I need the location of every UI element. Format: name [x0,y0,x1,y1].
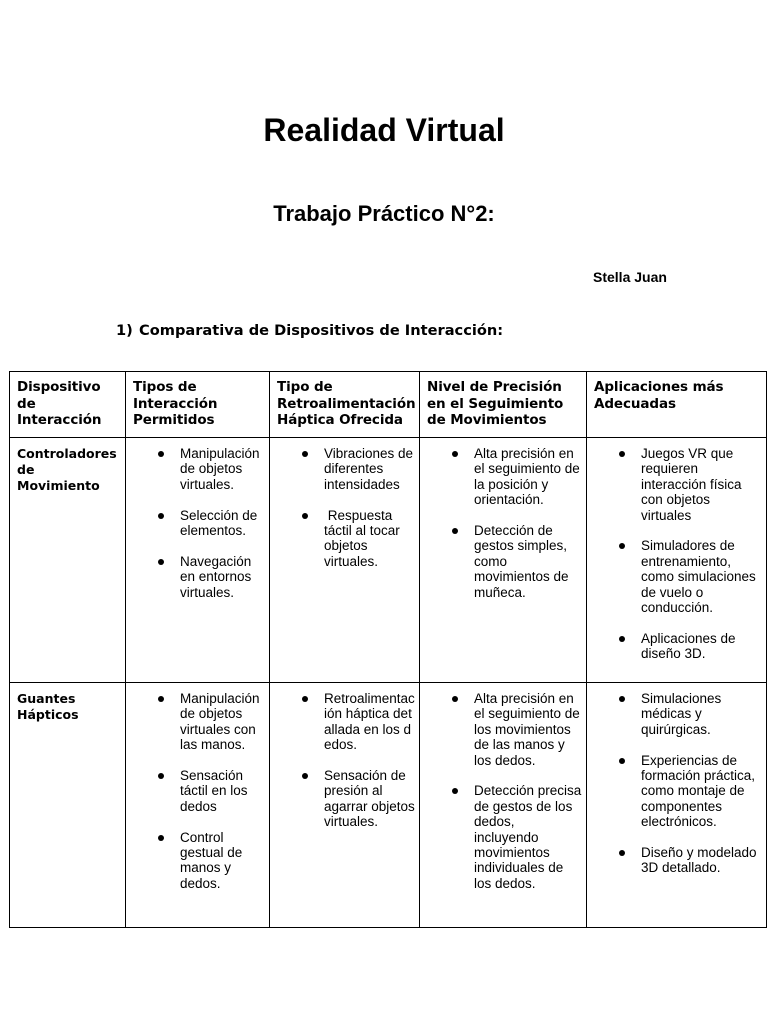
bullet-icon [302,773,308,779]
list-item-text: Manipulación de objetos virtuales con las manos. [180,691,260,753]
bullet-icon [452,528,458,534]
list-item [594,753,762,830]
list-item [594,691,762,737]
list-item-text: Respuesta táctil al tocar objetos virtuales. [324,507,404,569]
bullet-list [427,691,582,891]
haptic-cell [270,438,420,683]
list-item-text: Manipulación de objetos virtuales. [180,446,260,492]
list-item [133,508,265,539]
applications-cell [587,683,767,928]
bullet-list [277,691,415,830]
list-item [133,830,265,892]
interaction-cell [126,438,270,683]
list-item [427,446,582,508]
bullet-list [133,446,265,600]
bullet-list [277,446,415,569]
list-item-text: Navegación en entornos virtuales. [180,553,252,600]
list-item-text: Simulaciones médicas y quirúrgicas. [641,691,722,737]
bullet-list [594,691,762,876]
header-interaction-types: Tipos de Interacción Permitidos [126,372,270,438]
section-number: 1) [116,322,133,339]
bullet-icon [158,835,164,841]
bullet-icon [158,559,164,565]
list-item [427,523,582,600]
table-row [10,683,767,928]
list-item [427,783,582,891]
list-item-text: Detección de gestos simples, como movimientos de muñeca. [474,523,569,600]
document-title: Realidad Virtual [263,112,505,148]
table-row [10,438,767,683]
precision-cell [420,683,587,928]
list-item [594,446,762,523]
list-item-text: Experiencias de formación práctica, como montaje de componentes electrónicos. [641,752,756,830]
list-item-text: Simuladores de entrenamiento, como simulaciones de vuelo o conducción. [641,538,756,616]
list-item-text: Selección de elementos. [180,507,258,539]
section-heading-text: Comparativa de Dispositivos de Interacción: [139,322,504,339]
list-item [133,446,265,492]
list-item-text: Diseño y modelado 3D detallado. [641,845,757,876]
bullet-icon [619,636,625,642]
list-item-text: Juegos VR que requieren interacción física con objetos virtuales [641,446,742,523]
bullet-icon [452,788,458,794]
list-item [594,631,762,662]
list-item [427,691,582,768]
list-item [277,768,415,830]
header-tracking-precision: Nivel de Precisión en el Seguimiento de Movimientos [420,372,587,438]
list-item-text: Aplicaciones de diseño 3D. [641,630,736,662]
list-item-text: Vibraciones de diferentes intensidades [324,446,414,492]
interaction-cell [126,683,270,928]
list-item [277,508,415,570]
bullet-icon [302,451,308,457]
bullet-list [427,446,582,600]
list-item-text: Sensación de presión al agarrar objetos virtuales. [324,768,415,830]
header-haptic-feedback: Tipo de Retroalimentación Háptica Ofrecida [270,372,420,438]
list-item [133,691,265,753]
bullet-icon [619,696,625,702]
list-item [594,845,762,876]
bullet-icon [452,451,458,457]
list-item-text: Alta precisión en el seguimiento de la posición y orientación. [474,446,580,508]
device-cell: Controladores de Movimiento [10,438,126,683]
bullet-icon [158,513,164,519]
bullet-icon [302,513,308,519]
comparison-table-wrapper [9,371,767,928]
table-header-row [10,372,767,438]
section-heading [116,321,503,341]
bullet-icon [619,451,625,457]
list-item [133,554,265,600]
device-cell: Guantes Hápticos [10,683,126,928]
bullet-list [594,446,762,662]
bullet-icon [302,696,308,702]
applications-cell [587,438,767,683]
list-item-text: Control gestual de manos y dedos. [180,829,243,891]
header-applications: Aplicaciones más Adecuadas [587,372,767,438]
comparison-table [9,371,767,928]
bullet-icon [619,850,625,856]
list-item [277,691,415,753]
list-item-text: Retroalimentación háptica detallada en los dedos. [324,691,415,753]
document-subtitle: Trabajo Práctico N°2: [273,201,495,226]
list-item [277,446,415,492]
list-item-text: Detección precisa de gestos de los dedos, incluyendo movimientos individuales de los dedos. [474,783,582,891]
precision-cell [420,438,587,683]
header-device: Dispositivo de Interacción [10,372,126,438]
author-name: Stella Juan [593,269,667,285]
bullet-icon [619,543,625,549]
bullet-icon [158,451,164,457]
haptic-cell [270,683,420,928]
bullet-icon [452,696,458,702]
list-item-text: Alta precisión en el seguimiento de los movimientos de las manos y los dedos. [474,691,580,768]
bullet-list [133,691,265,891]
bullet-icon [158,696,164,702]
list-item [133,768,265,814]
list-item [594,538,762,615]
bullet-icon [158,773,164,779]
list-item-text: Sensación táctil en los dedos [180,768,248,814]
bullet-icon [619,758,625,764]
